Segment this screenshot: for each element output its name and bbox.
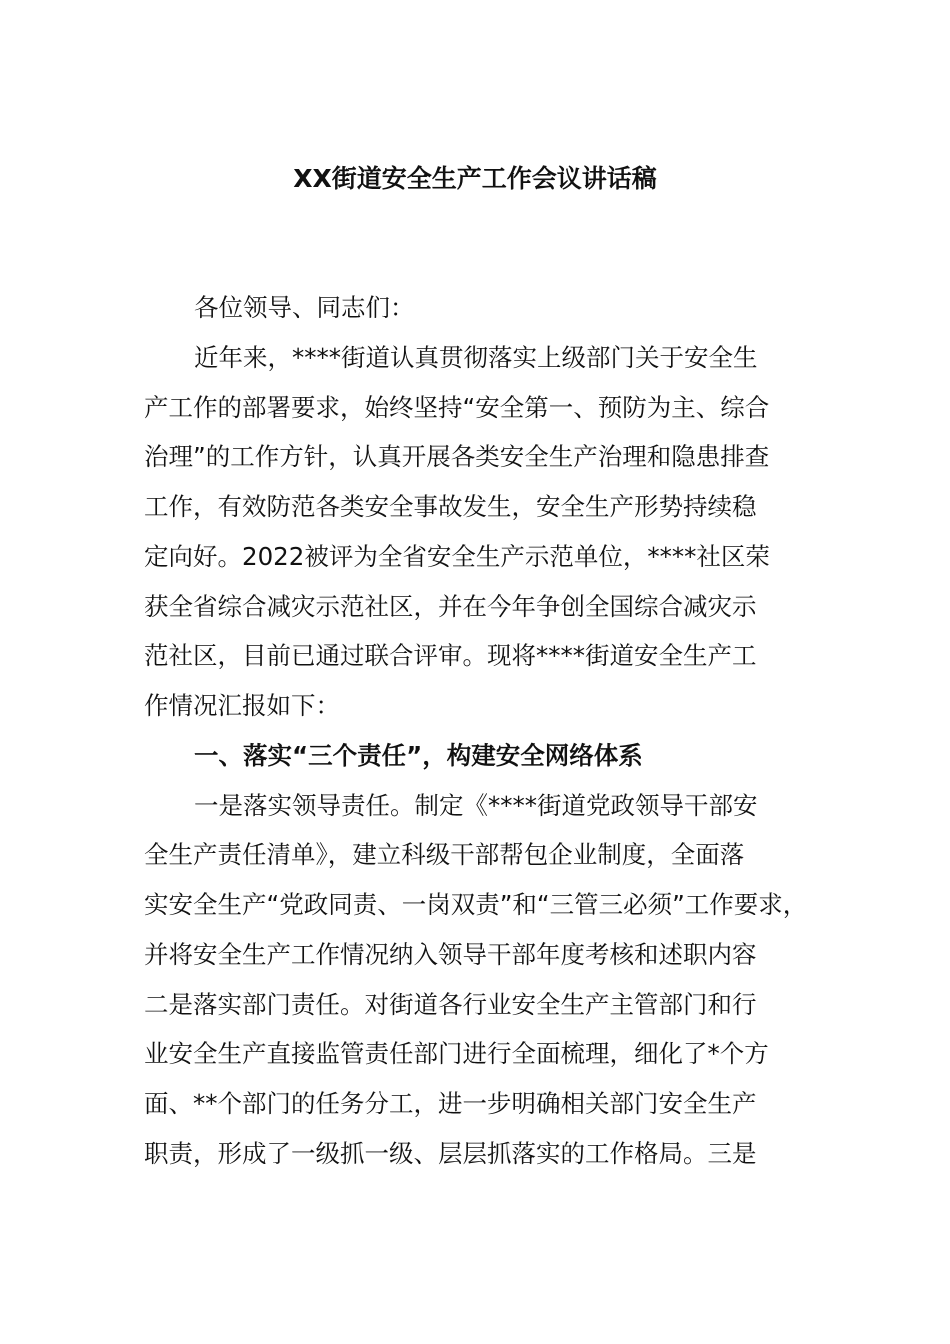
document-title: XX街道安全生产工作会议讲话稿: [293, 164, 657, 193]
paragraph-line: 二是落实部门责任。对街道各行业安全生产主管部门和行: [144, 989, 757, 1019]
paragraph-line: 定向好。2022被评为全省安全生产示范单位，****社区荣: [144, 541, 770, 571]
paragraph-line: 面、**个部门的任务分工，进一步明确相关部门安全生产: [144, 1089, 757, 1118]
paragraph-line: 工作，有效防范各类安全事故发生，安全生产形势持续稳: [144, 492, 757, 521]
paragraph-line: 并将安全生产工作情况纳入领导干部年度考核和述职内容: [144, 939, 757, 969]
paragraph-line: 产工作的部署要求，始终坚持“安全第一、预防为主、综合: [144, 392, 770, 422]
section-heading: 一、落实“三个责任”，构建安全网络体系: [194, 740, 643, 770]
paragraph-line: 业安全生产直接监管责任部门进行全面梳理，细化了*个方: [144, 1039, 769, 1069]
paragraph-line: 职责，形成了一级抓一级、层层抓落实的工作格局。三是: [144, 1138, 757, 1168]
document-body: [144, 283, 834, 1179]
paragraph-line: 范社区，目前已通过联合评审。现将****街道安全生产工: [144, 641, 757, 671]
paragraph-line: 作情况汇报如下：: [144, 691, 340, 720]
paragraph-line: 获全省综合减灾示范社区，并在今年争创全国综合减灾示: [144, 591, 757, 621]
paragraph-line: 治理”的工作方针，认真开展各类安全生产治理和隐患排查: [144, 442, 770, 472]
paragraph-line: 一是落实领导责任。制定《****街道党政领导干部安: [194, 790, 758, 820]
salutation: 各位领导、同志们：: [194, 293, 415, 322]
paragraph-line: 全生产责任清单》，建立科级干部帮包企业制度，全面落: [144, 840, 745, 870]
paragraph-line: 实安全生产“党政同责、一岗双责”和“三管三必须”工作要求，: [144, 890, 808, 919]
paragraph-line: 近年来，****街道认真贯彻落实上级部门关于安全生: [194, 342, 758, 372]
